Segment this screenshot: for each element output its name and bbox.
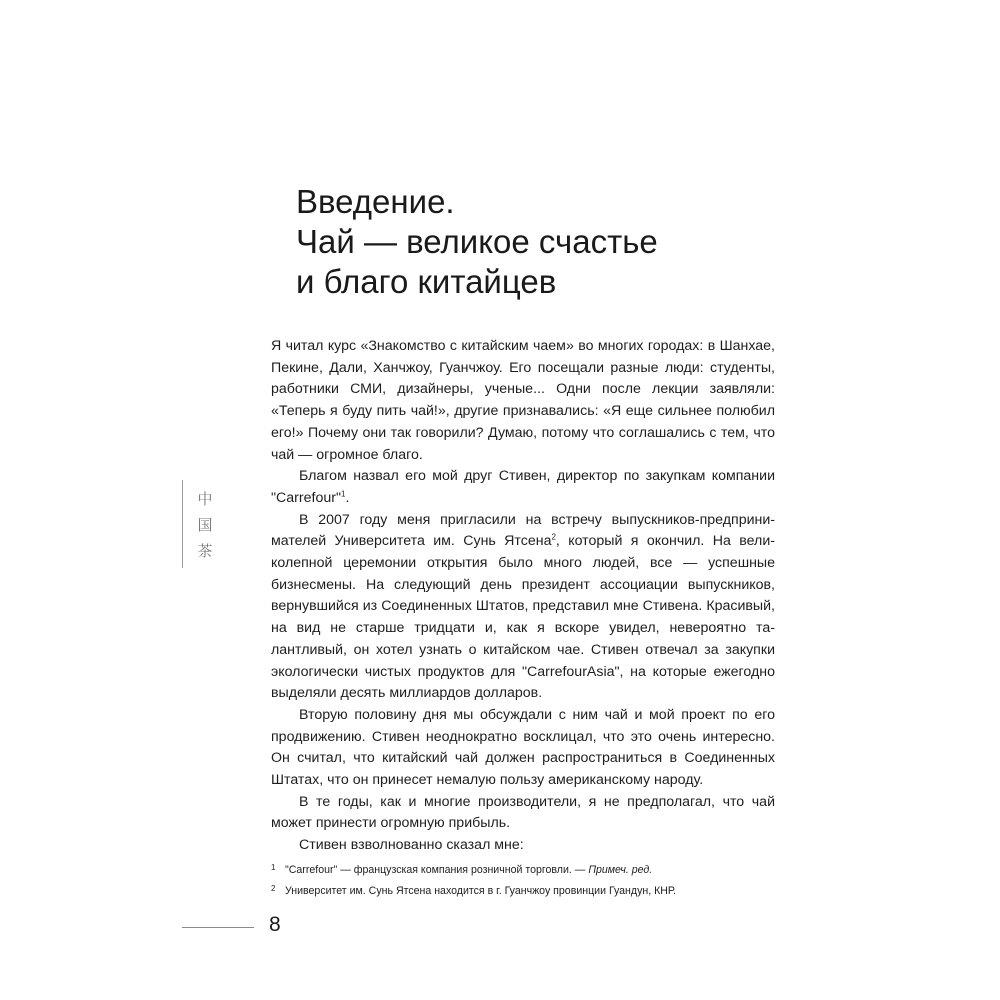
side-running-head	[195, 486, 215, 564]
paragraph-6: Стивен взволнованно сказал мне:	[299, 837, 524, 854]
footnote-2-body: Университет им. Сунь Ятсена находится в г. Гуанчжоу провинции Гуандун, КНР.	[285, 885, 676, 897]
chapter-title-line-2: Чай — великое счастье	[296, 223, 658, 260]
footnote-1-editor-note: Примеч. ред.	[588, 864, 653, 876]
footnote-2-mark: 2	[271, 884, 276, 893]
chapter-title-line-1: Введение.	[296, 183, 455, 220]
footnote-1	[271, 860, 775, 881]
footnote-ref-1: 1	[341, 489, 346, 499]
paragraph-3-text-b: , который я окончил. На великолепной церемонии открытия было много людей, все — успешные бизнесмены. На следующий день президент ассоциации выпускников, вернувшийся из Соединенных Штатов, представил мне Стивена. Красивый, на вид не старше тридцати и, как я вскоре увидел, невероятно талантливый, он хотел узнать о китайском чае. Стивен отвечал за закупки экологически чистых продуктов для "CarrefourAsia", на которые ежегодно выделяли десять миллиардов долларов.	[271, 533, 775, 702]
chapter-title	[296, 182, 896, 302]
body-text	[271, 336, 775, 857]
page-number-rule	[182, 927, 254, 928]
footnote-1-mark: 1	[271, 863, 276, 872]
paragraph-4: Вторую половину дня мы обсуждали с ним чай и мой проект по его продвижению. Стивен неоднократно восклицал, что это очень интересно. Он считал, что китайский чай должен распространиться в Соединенных Штатах, что он принесет немалую пользу американскому народу.	[271, 706, 775, 789]
side-char-1: 中	[197, 490, 213, 508]
page-number: 8	[269, 913, 281, 936]
paragraph-3-text-a: В 2007 году меня пригласили на встречу выпускников-предпринимателей Университета им. Сунь Ятсена	[271, 511, 775, 550]
paragraph-2-text: Благом назвал его мой друг Стивен, директор по закупкам компании "Carrefour"	[271, 468, 775, 506]
paragraph-5: В те годы, как и многие производители, я не предполагал, что чай может принести огромную прибыль.	[271, 793, 775, 832]
side-vertical-rule	[182, 480, 183, 568]
paragraph-2	[271, 466, 775, 509]
footnotes	[271, 860, 775, 902]
footnote-2-text	[285, 881, 676, 901]
paragraph-1: Я читал курс «Знакомство с китайским чаем» во многих городах: в Шанхае, Пекине, Дали, Ханчжоу, Гуанчжоу. Его посещали разные люди: студенты, работники СМИ, дизайнеры, ученые... Одни после лекции заявляли: «Теперь я буду пить чай!», другие признавались: «Я еще сильнее полюбил его!» Почему они так говорили? Думаю, потому что соглашались с тем, что чай — огромное благо.	[271, 338, 775, 463]
footnote-ref-2: 2	[551, 532, 556, 542]
paragraph-3	[271, 510, 775, 705]
footnote-2	[271, 881, 775, 902]
side-char-2: 国	[197, 516, 213, 534]
side-char-3: 茶	[197, 542, 213, 560]
paragraph-2-end: .	[345, 489, 350, 506]
footnote-1-body: "Carrefour" — французская компания розничной торговли. —	[285, 864, 589, 876]
chapter-title-line-3: и благо китайцев	[296, 263, 557, 300]
footnote-1-text	[285, 860, 652, 880]
